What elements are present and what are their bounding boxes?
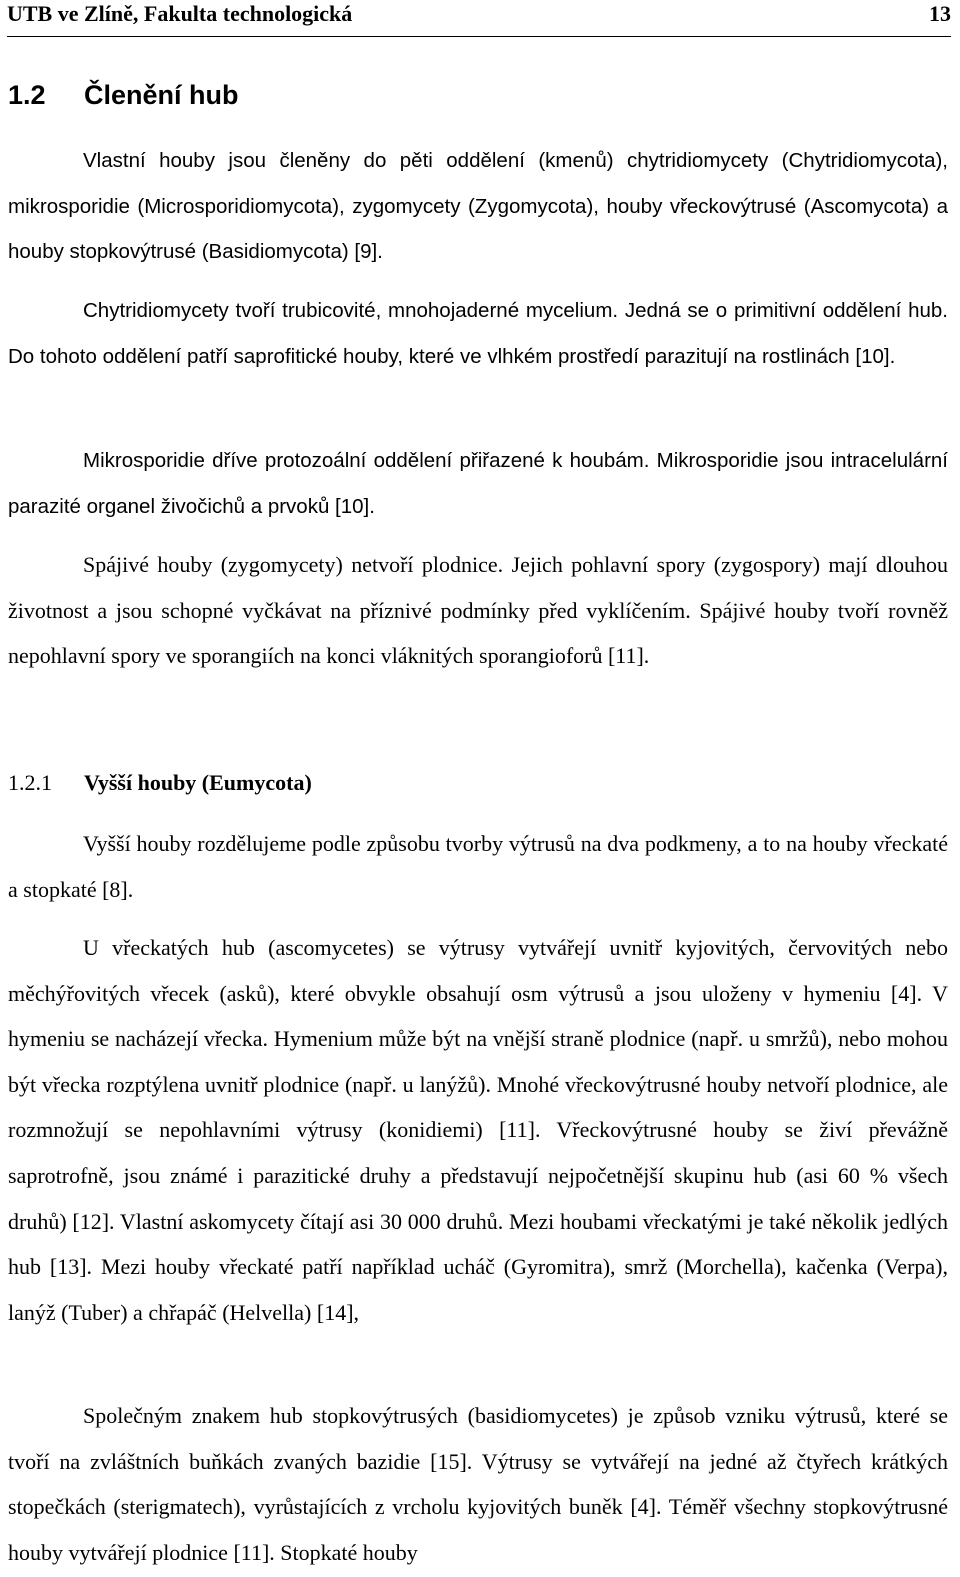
paragraph: Vyšší houby rozdělujeme podle způsobu tvorby výtrusů na dva podkmeny, a to na houby vřeckaté a stopkaté [8]. [8,831,948,902]
subsection-heading [8,770,312,796]
paragraph: Společným znakem hub stopkovýtrusých (basidiomycetes) je způsob vzniku výtrusů, které se tvoří na zvláštních buňkách zvaných bazidie [15]. Výtrusy se vytvářejí na jedné až čtyřech krátkých stopečkách (sterigmatech), vyrůstajících z vrcholu kyjovitých buněk [4]. Téměř všechny stopkovýtrusné houby vytvářejí plodnice [11]. Stopkaté houby [8,1403,948,1565]
section-heading [8,80,239,111]
page-header [7,0,951,37]
paragraph: U vřeckatých hub (ascomycetes) se výtrusy vytvářejí uvnitř kyjovitých, červovitých nebo měchýřovitých vřecek (asků), které obvykle obsahují osm výtrusů a jsou uloženy v hymeniu [4]. V hymeniu se nacházejí vřecka. Hymenium může být na vnější straně plodnice (např. u smržů), nebo mohou být vřecka rozptýlena uvnitř plodnice (např. u lanýžů). Mnohé vřeckovýtrusné houby netvoří plodnice, ale rozmnožují se nepohlavními výtrusy (konidiemi) [11]. Vřeckovýtrusné houby se živí převážně saprotrofně, jsou známé i parazitické druhy a představují nejpočetnější skupinu hub (asi 60 % všech druhů) [12]. Vlastní askomycety čítají asi 30 000 druhů. Mezi houbami vřeckatými je také několik jedlých hub [13]. Mezi houby vřeckaté patří například ucháč (Gyromitra), smrž (Morchella), kačenka (Verpa), lanýž (Tuber) a chřapáč (Helvella) [14], [8,935,948,1325]
paragraph: Mikrosporidie dříve protozoální oddělení přiřazené k houbám. Mikrosporidie jsou intracelulární parazité organel živočichů a prvoků [10]. [8,449,948,518]
subsection-title: Vyšší houby (Eumycota) [84,770,312,795]
section-number: 1.2 [8,80,46,110]
page-number: 13 [929,1,951,26]
header-title: UTB ve Zlíně, Fakulta technologická [7,1,353,26]
paragraph: Chytridiomycety tvoří trubicovité, mnohojaderné mycelium. Jedná se o primitivní oddělení hub. Do tohoto oddělení patří saprofitické houby, které ve vlhkém prostředí parazitují na rostlinách [10]. [8,299,948,368]
paragraph: Spájivé houby (zygomycety) netvoří plodnice. Jejich pohlavní spory (zygospory) mají dlouhou životnost a jsou schopné vyčkávat na příznivé podmínky před vyklíčením. Spájivé houby tvoří rovněž nepohlavní spory ve sporangiích na konci vláknitých sporangioforů [11]. [8,552,948,669]
section-title: Členění hub [84,80,239,110]
subsection-number: 1.2.1 [8,770,52,795]
paragraph: Vlastní houby jsou členěny do pěti oddělení (kmenů) chytridiomycety (Chytridiomycota), mikrosporidie (Microsporidiomycota), zygomycety (Zygomycota), houby vřeckovýtrusé (Ascomycota) a houby stopkovýtrusé (Basidiomycota) [9]. [8,149,948,264]
